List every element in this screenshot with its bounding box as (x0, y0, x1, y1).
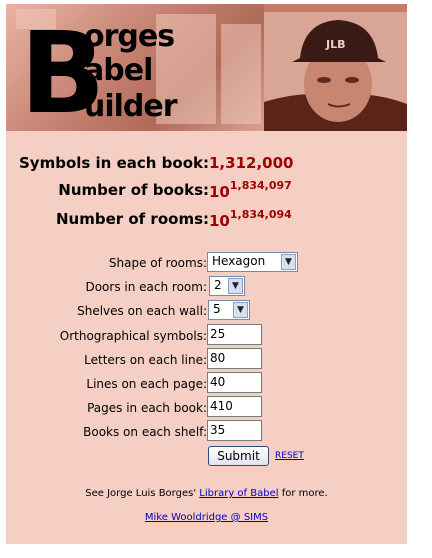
shape-label: Shape of rooms: (108, 256, 207, 270)
books-shelf-label: Books on each shelf: (83, 425, 207, 439)
see-suffix: for more. (281, 488, 328, 499)
books-shelf-input[interactable]: 35 (207, 420, 262, 441)
shelves-selected-value: 5 (213, 302, 221, 316)
lines-label: Lines on each page: (86, 377, 207, 391)
see-also-line (6, 488, 407, 499)
letters-input[interactable]: 80 (207, 348, 262, 369)
helmet-text: JLB (326, 38, 346, 51)
doors-selected-value: 2 (214, 278, 222, 292)
logo-big-letter: B (20, 9, 102, 131)
chevron-down-icon[interactable]: ▼ (233, 302, 248, 318)
portrait-illustration (264, 12, 407, 131)
books-value (209, 181, 292, 201)
main-panel (6, 4, 407, 544)
books-exponent: 1,834,097 (229, 179, 292, 192)
rooms-base: 10 (209, 212, 230, 230)
shape-select[interactable] (207, 252, 298, 272)
symbols-value: 1,312,000 (209, 154, 294, 172)
chevron-down-icon[interactable]: ▼ (228, 278, 243, 294)
lines-input[interactable]: 40 (207, 372, 262, 393)
letters-label: Letters on each line: (84, 353, 207, 367)
logo-word-borges: orges (84, 19, 175, 54)
shelves-select[interactable] (208, 300, 250, 320)
rooms-exponent: 1,834,094 (229, 208, 292, 221)
logo-word-babel: abel (84, 53, 153, 88)
rooms-value (209, 210, 292, 230)
books-base: 10 (209, 183, 230, 201)
see-prefix: See Jorge Luis Borges' (85, 488, 197, 499)
doors-label: Doors in each room: (85, 280, 207, 294)
chevron-down-icon[interactable]: ▼ (281, 254, 296, 270)
pages-label: Pages in each book: (87, 401, 207, 415)
logo-word-builder: uilder (84, 89, 177, 124)
symbols-label: Symbols in each book: (19, 154, 209, 172)
pages-input[interactable]: 410 (207, 396, 262, 417)
books-label: Number of books: (58, 181, 209, 199)
credit-line (6, 512, 407, 523)
rooms-label: Number of rooms: (55, 210, 209, 228)
submit-button[interactable]: Submit (208, 446, 269, 466)
library-of-babel-link[interactable]: Library of Babel (199, 488, 279, 499)
reset-link[interactable]: RESET (275, 451, 304, 461)
header-banner (6, 4, 407, 131)
ortho-input[interactable]: 25 (207, 324, 262, 345)
borges-portrait (264, 12, 407, 131)
shelves-label: Shelves on each wall: (77, 304, 207, 318)
ortho-label: Orthographical symbols: (59, 329, 207, 343)
shape-selected-value: Hexagon (212, 254, 266, 268)
credit-link[interactable]: Mike Wooldridge @ SIMS (144, 512, 269, 523)
doors-select[interactable] (209, 276, 245, 296)
